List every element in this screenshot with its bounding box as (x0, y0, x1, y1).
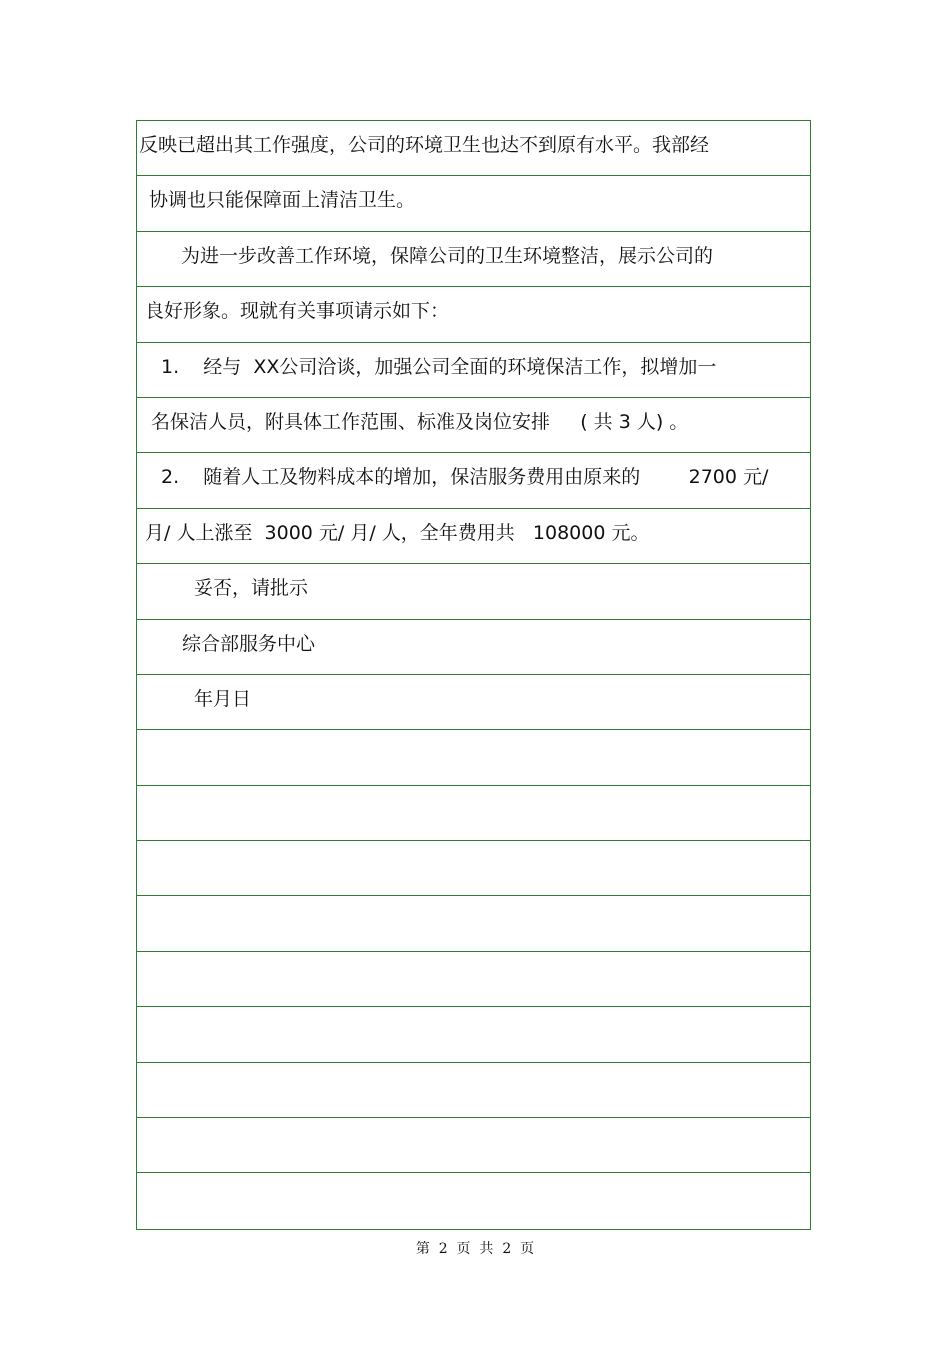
text-line: 月/ 人上涨至 3000 元/ 月/ 人，全年费用共 108000 元。 (145, 521, 650, 544)
document-ruled-table (136, 120, 811, 1230)
empty-row (137, 1007, 810, 1062)
table-row (137, 176, 810, 231)
closing-request: 妥否，请批示 (194, 577, 309, 600)
text-line: 名保洁人员，附具体工作范围、标准及岗位安排 ( 共 3 人) 。 (151, 410, 689, 433)
table-row (137, 287, 810, 342)
text-line: 良好形象。现就有关事项请示如下： (145, 300, 450, 323)
table-row (137, 620, 810, 675)
empty-row (137, 841, 810, 896)
signature-department: 综合部服务中心 (182, 632, 316, 655)
empty-row (137, 1173, 810, 1228)
table-row (137, 453, 810, 508)
table-row (137, 509, 810, 564)
list-item: 2. 随着人工及物料成本的增加，保洁服务费用由原来的 2700 元/ (161, 466, 769, 489)
empty-row (137, 1118, 810, 1173)
empty-row (137, 786, 810, 841)
table-row (137, 398, 810, 453)
text-line: 为进一步改善工作环境，保障公司的卫生环境整洁，展示公司的 (181, 244, 714, 267)
date-line: 年月日 (194, 687, 252, 710)
table-row (137, 564, 810, 619)
list-item: 1. 经与 XX公司洽谈，加强公司全面的环境保洁工作，拟增加一 (161, 355, 717, 378)
table-row (137, 675, 810, 730)
empty-row (137, 730, 810, 785)
empty-row (137, 952, 810, 1007)
table-row (137, 343, 810, 398)
empty-row (137, 1063, 810, 1118)
table-row (137, 121, 810, 176)
text-line: 反映已超出其工作强度，公司的环境卫生也达不到原有水平。我部经 (139, 134, 710, 156)
empty-row (137, 896, 810, 951)
page-number-footer: 第 2 页 共 2 页 (415, 1241, 535, 1257)
table-row (137, 232, 810, 287)
text-line: 协调也只能保障面上清洁卫生。 (149, 189, 416, 212)
